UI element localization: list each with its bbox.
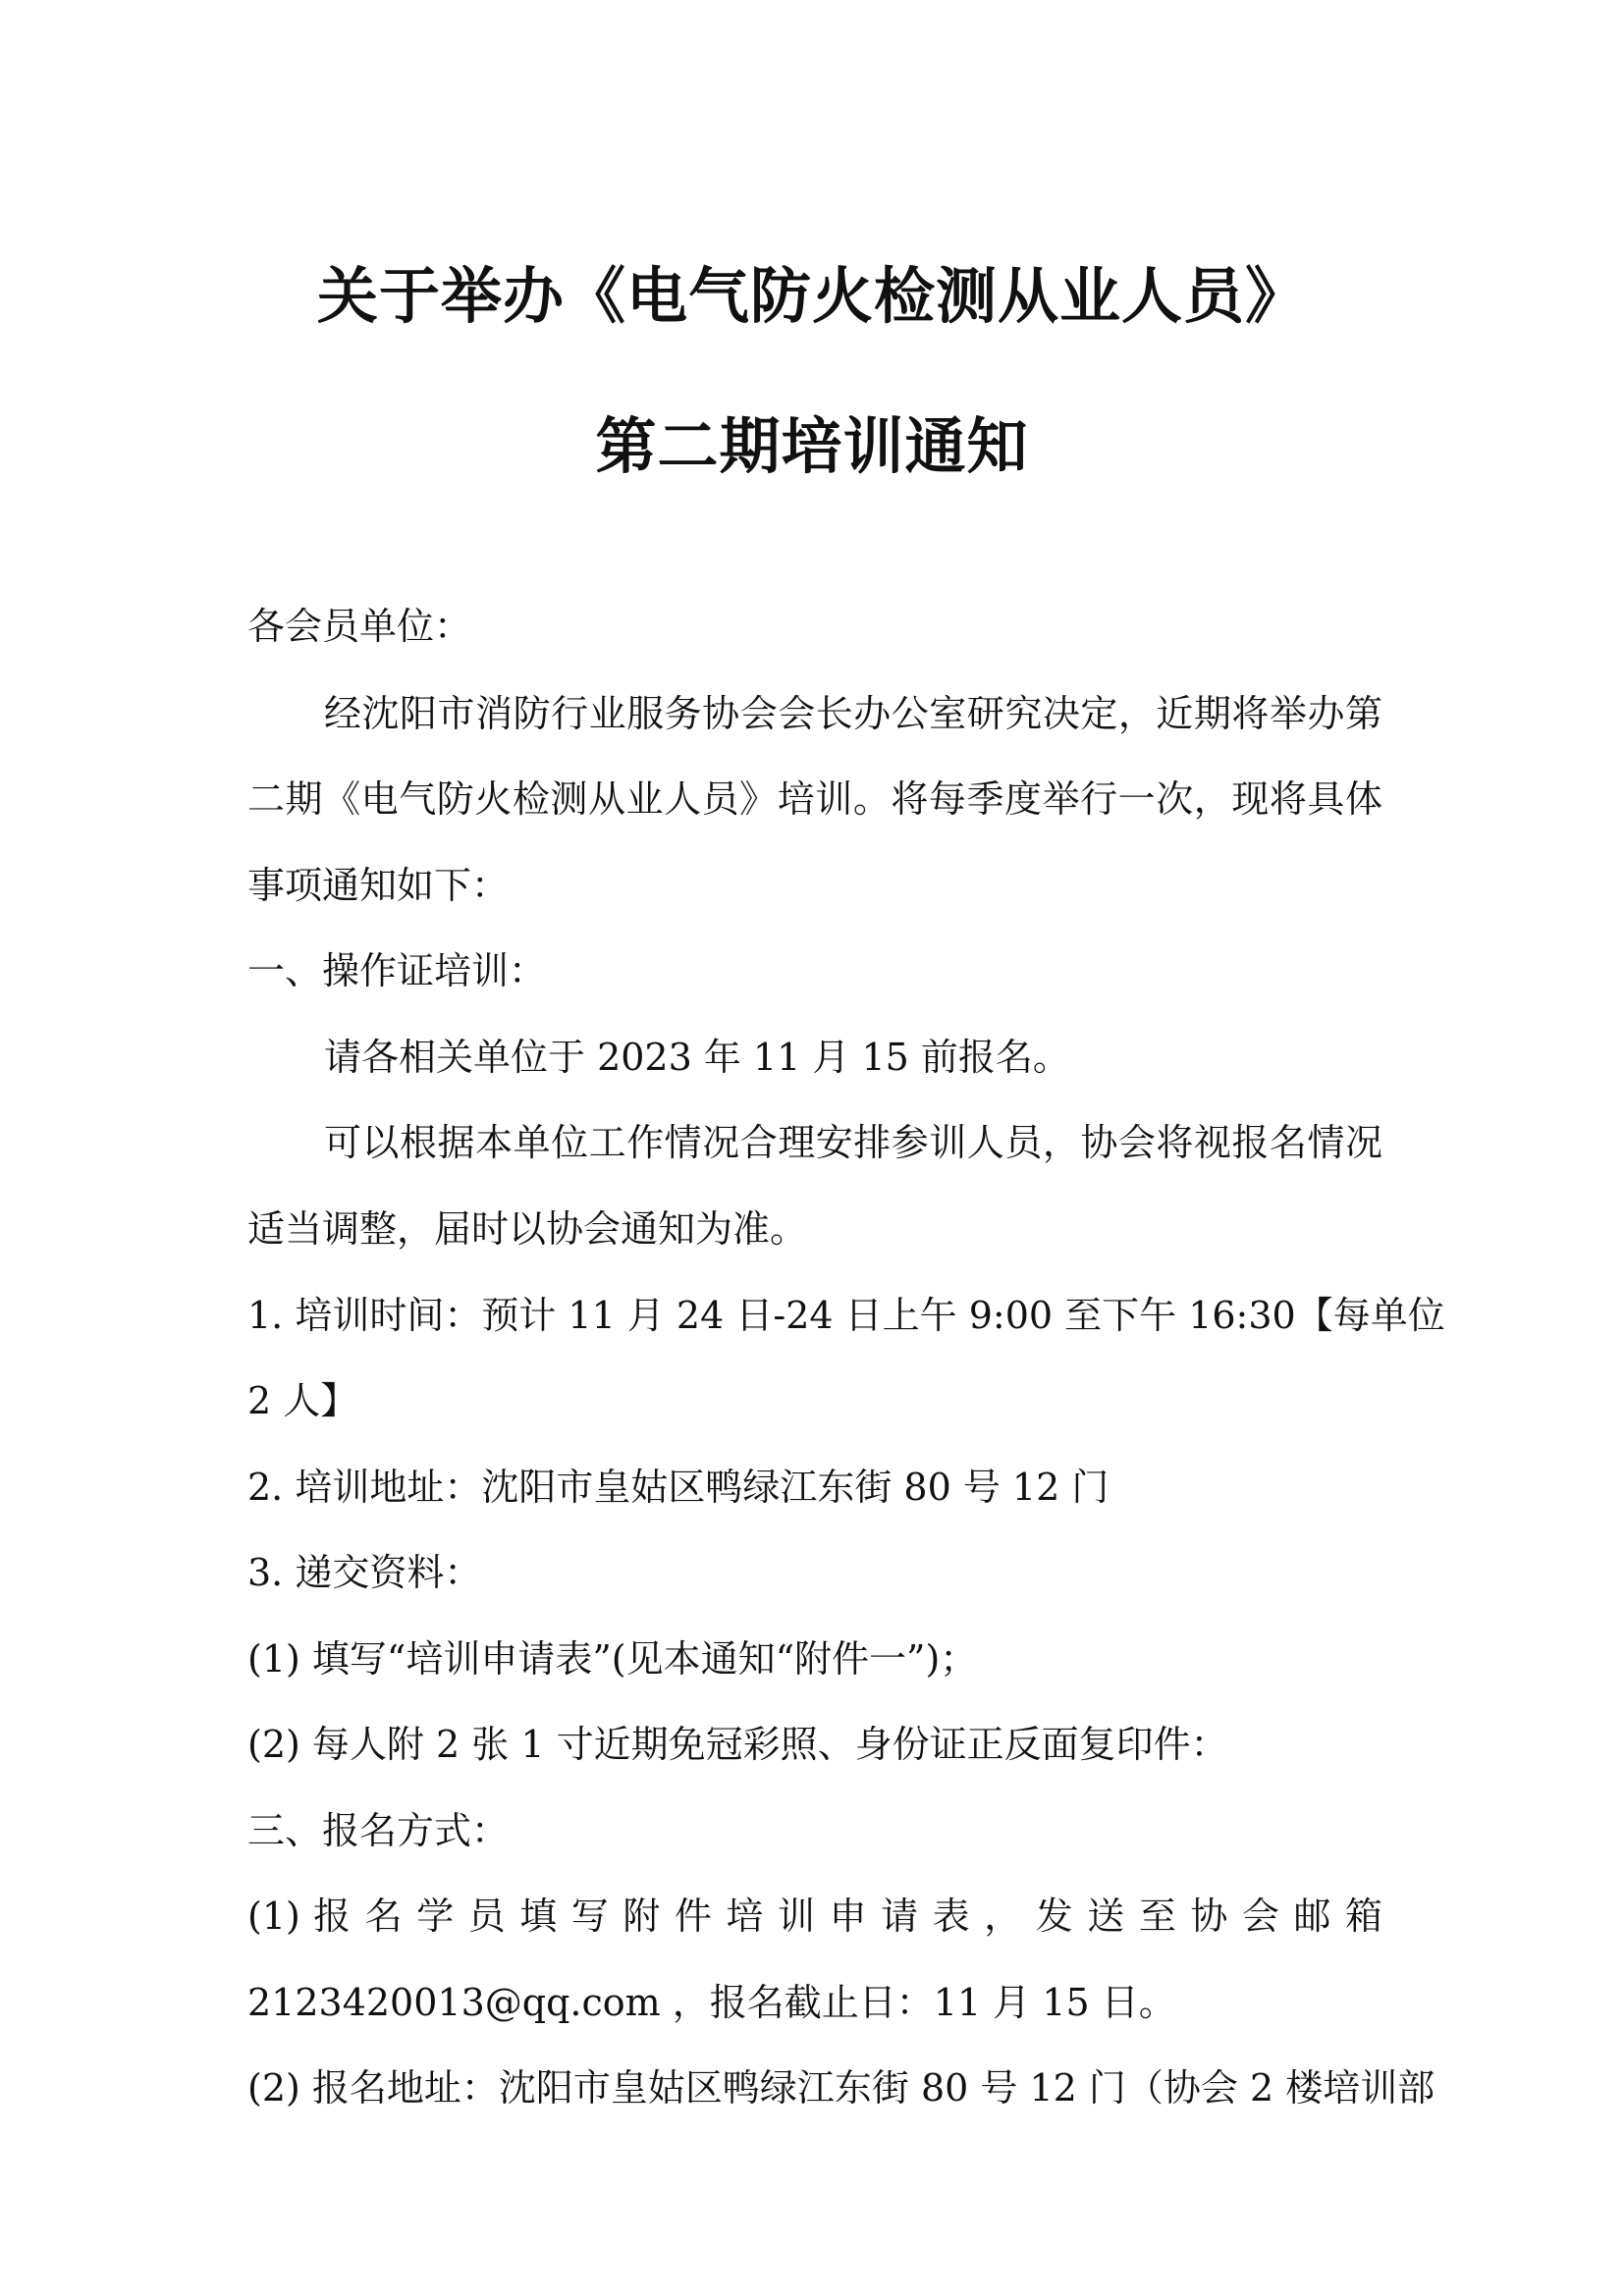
list-item-continuation: 2 人】 [247,1379,358,1422]
paragraph-line: 事项通知如下： [247,864,510,907]
section-heading: 一、操作证培训： [247,949,547,992]
document-title-line-1: 关于举办《电气防火检测从业人员》 [316,260,1307,332]
list-item: (1) 报 名 学 员 填 写 附 件 培 训 申 请 表 ， 发 送 至 协 会 邮 箱 [247,1895,1382,1938]
paragraph-line: 适当调整，届时以协会通知为准。 [247,1207,808,1251]
list-item: 1. 培训时间：预计 11 月 24 日-24 日上午 9:00 至下午 16:30【每单位 [247,1294,1445,1337]
list-item: (2) 报名地址：沈阳市皇姑区鸭绿江东街 80 号 12 门（协会 2 楼培训部 [247,2066,1435,2109]
salutation: 各会员单位： [247,605,472,648]
paragraph-line: 经沈阳市消防行业服务协会会长办公室研究决定，近期将举办第 [324,692,1382,735]
list-item-continuation: 2123420013@qq.com ，报名截止日：11 月 15 日。 [247,1981,1176,2024]
document-title-line-2: 第二期培训通知 [595,410,1029,482]
paragraph-line: 二期《电气防火检测从业人员》培训。将每季度举行一次，现将具体 [247,777,1382,821]
list-item: 2. 培训地址：沈阳市皇姑区鸭绿江东街 80 号 12 门 [247,1466,1110,1509]
list-item: 3. 递交资料： [247,1551,482,1594]
paragraph-line: 请各相关单位于 2023 年 11 月 15 前报名。 [324,1036,1070,1079]
list-item: (2) 每人附 2 张 1 寸近期免冠彩照、身份证正反面复印件： [247,1723,1228,1766]
paragraph-line: 可以根据本单位工作情况合理安排参训人员，协会将视报名情况 [324,1121,1382,1164]
section-heading: 三、报名方式： [247,1809,510,1852]
list-item: (1) 填写“培训申请表”(见本通知“附件一”)； [247,1637,978,1681]
